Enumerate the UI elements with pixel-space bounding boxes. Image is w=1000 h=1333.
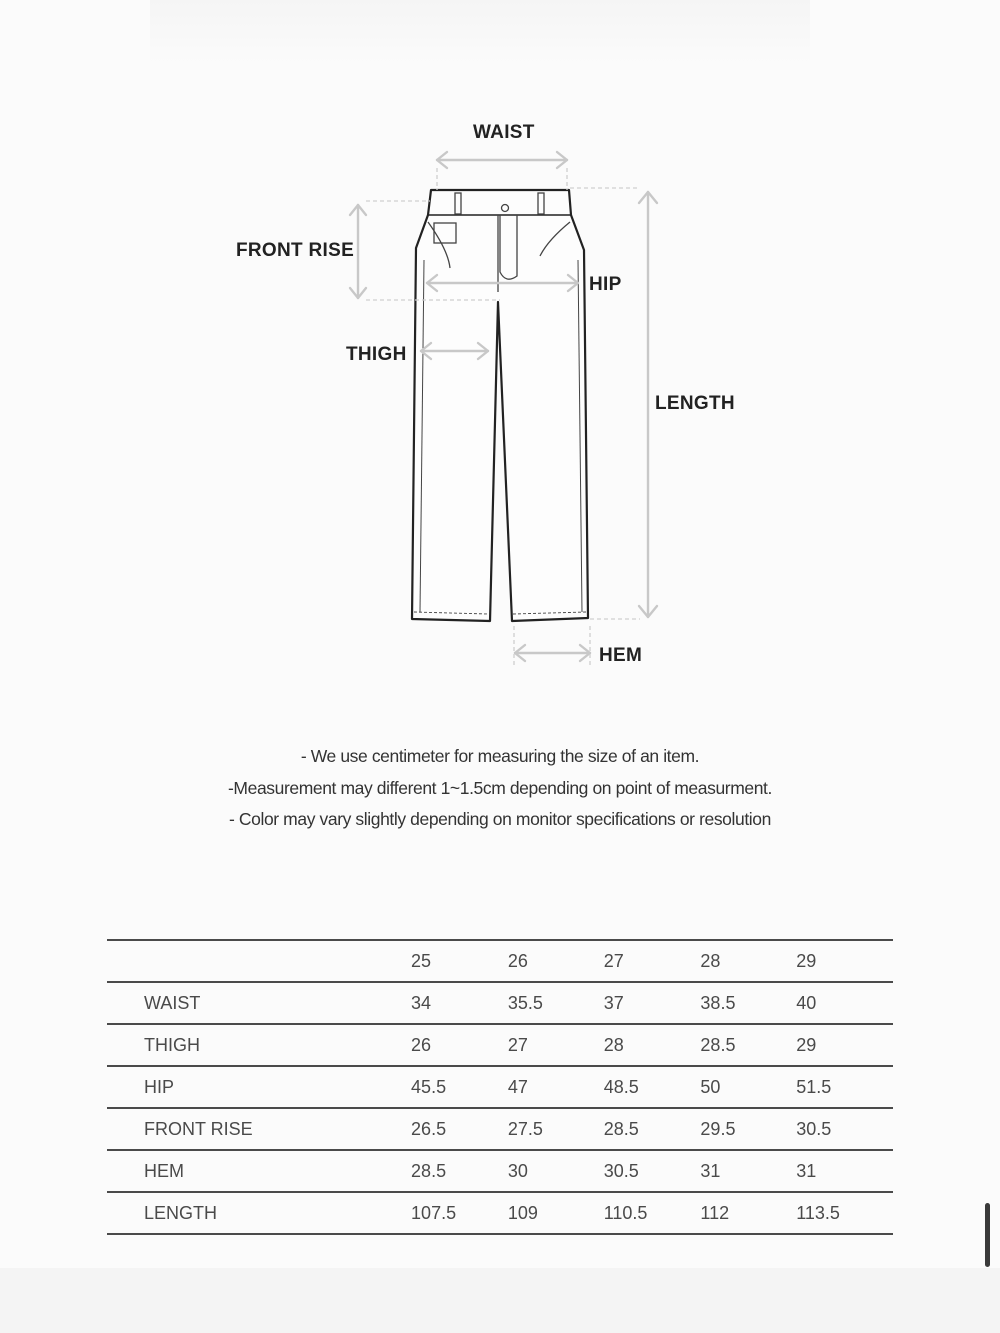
table-cell: 40 bbox=[796, 982, 893, 1024]
row-label: LENGTH bbox=[107, 1192, 411, 1234]
size-header: 28 bbox=[700, 940, 796, 982]
table-cell: 112 bbox=[700, 1192, 796, 1234]
table-cell: 50 bbox=[700, 1066, 796, 1108]
row-label: WAIST bbox=[107, 982, 411, 1024]
table-cell: 30.5 bbox=[604, 1150, 701, 1192]
table-cell: 48.5 bbox=[604, 1066, 701, 1108]
bottom-band bbox=[0, 1268, 1000, 1333]
table-cell: 28.5 bbox=[604, 1108, 701, 1150]
size-header: 25 bbox=[411, 940, 508, 982]
size-header: 26 bbox=[508, 940, 604, 982]
table-cell: 27 bbox=[508, 1024, 604, 1066]
table-cell: 107.5 bbox=[411, 1192, 508, 1234]
table-row bbox=[107, 1150, 893, 1192]
table-cell: 31 bbox=[700, 1150, 796, 1192]
row-label: FRONT RISE bbox=[107, 1108, 411, 1150]
hip-label: HIP bbox=[589, 274, 622, 295]
table-cell: 45.5 bbox=[411, 1066, 508, 1108]
table-cell: 51.5 bbox=[796, 1066, 893, 1108]
table-cell: 27.5 bbox=[508, 1108, 604, 1150]
table-cell: 109 bbox=[508, 1192, 604, 1234]
table-cell: 30 bbox=[508, 1150, 604, 1192]
note-line: - Color may vary slightly depending on monitor specifications or resolution bbox=[229, 809, 771, 829]
waist-label: WAIST bbox=[473, 122, 535, 143]
table-row bbox=[107, 1108, 893, 1150]
note-line: -Measurement may different 1~1.5cm depending on point of measurment. bbox=[228, 777, 772, 798]
table-cell: 47 bbox=[508, 1066, 604, 1108]
table-cell: 113.5 bbox=[796, 1192, 893, 1234]
note-line: - We use centimeter for measuring the size of an item. bbox=[300, 746, 700, 766]
measurement-notes bbox=[0, 742, 1000, 837]
table-row bbox=[107, 1192, 893, 1234]
thigh-label: THIGH bbox=[346, 344, 407, 365]
size-header: 27 bbox=[604, 940, 701, 982]
table-cell: 110.5 bbox=[604, 1192, 701, 1234]
hem-label: HEM bbox=[599, 645, 643, 666]
table-cell: 37 bbox=[604, 982, 701, 1024]
size-chart-table bbox=[107, 939, 893, 1235]
table-cell: 34 bbox=[411, 982, 508, 1024]
row-label: HIP bbox=[107, 1066, 411, 1108]
front-rise-label: FRONT RISE bbox=[236, 240, 355, 261]
table-row bbox=[107, 982, 893, 1024]
size-header-row bbox=[107, 940, 893, 982]
scrollbar-thumb[interactable] bbox=[985, 1203, 990, 1267]
table-cell: 26 bbox=[411, 1024, 508, 1066]
table-cell: 30.5 bbox=[796, 1108, 893, 1150]
length-label: LENGTH bbox=[655, 393, 735, 414]
table-row bbox=[107, 1024, 893, 1066]
table-cell: 35.5 bbox=[508, 982, 604, 1024]
corner-cell bbox=[107, 940, 411, 982]
table-cell: 28 bbox=[604, 1024, 701, 1066]
table-cell: 28.5 bbox=[700, 1024, 796, 1066]
hem-arrow bbox=[515, 645, 590, 661]
waist-arrow bbox=[437, 152, 567, 168]
table-cell: 31 bbox=[796, 1150, 893, 1192]
row-label: HEM bbox=[107, 1150, 411, 1192]
table-cell: 26.5 bbox=[411, 1108, 508, 1150]
table-cell: 29 bbox=[796, 1024, 893, 1066]
table-cell: 38.5 bbox=[700, 982, 796, 1024]
size-header: 29 bbox=[796, 940, 893, 982]
table-cell: 29.5 bbox=[700, 1108, 796, 1150]
table-row bbox=[107, 1066, 893, 1108]
row-label: THIGH bbox=[107, 1024, 411, 1066]
table-cell: 28.5 bbox=[411, 1150, 508, 1192]
